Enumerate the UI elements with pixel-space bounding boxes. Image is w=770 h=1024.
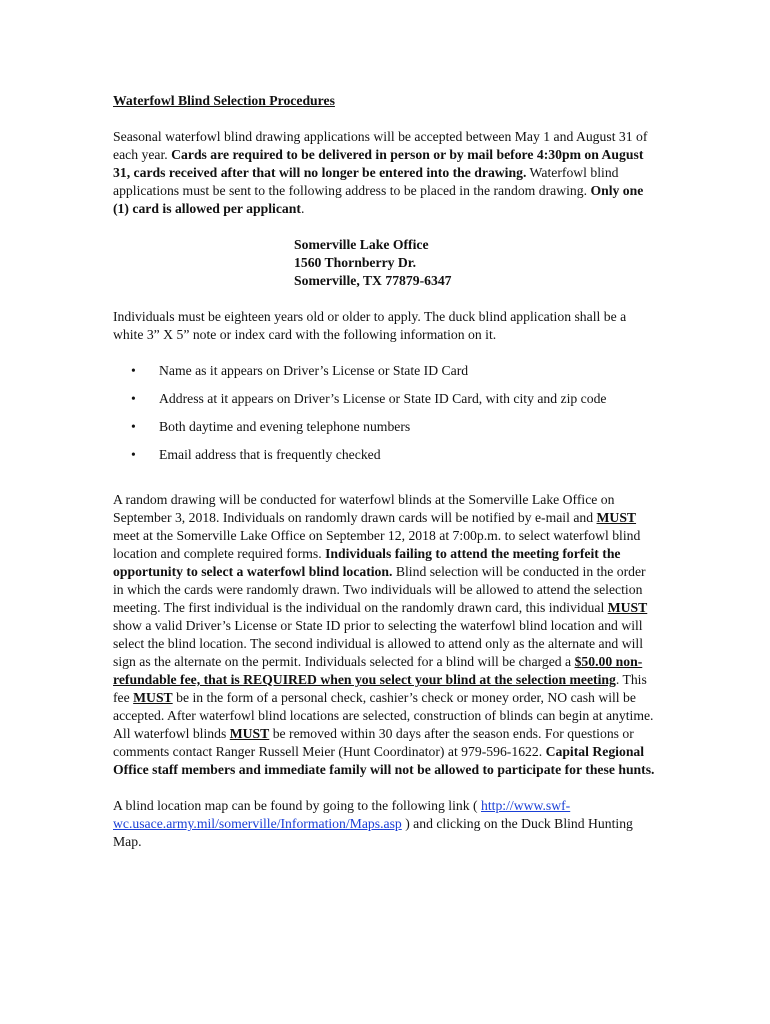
address-line: 1560 Thornberry Dr. <box>294 255 417 270</box>
requirements-list <box>113 362 658 464</box>
map-text: A blind location map can be found by going to the following link ( <box>113 798 481 813</box>
address-line: Somerville Lake Office <box>294 237 429 252</box>
drawing-text: A random drawing will be conducted for waterfowl blinds at the Somerville Lake Office on September 3, 2018. Individuals on randomly drawn cards will be notified by e-mail and <box>113 492 615 525</box>
must-emphasis: MUST <box>596 510 637 525</box>
must-emphasis: MUST <box>229 726 270 741</box>
intro-text: Waterfowl blind applications must be sent to the following address to be placed in the random drawing. <box>113 165 619 198</box>
bullet-icon: • <box>131 419 136 434</box>
list-item-text: Address at it appears on Driver’s License or State ID Card, with city and zip code <box>159 391 607 406</box>
eligibility-paragraph: Individuals must be eighteen years old or older to apply. The duck blind application shall be a white 3” X 5” note or index card with the following information on it. <box>113 309 627 342</box>
maps-link[interactable]: http://www.swf-wc.usace.army.mil/somerville/Information/Maps.asp <box>113 798 571 831</box>
drawing-paragraph <box>113 491 658 779</box>
document-title: Waterfowl Blind Selection Procedures <box>113 93 335 108</box>
list-item-text: Email address that is frequently checked <box>159 447 381 462</box>
must-emphasis: MUST <box>607 600 648 615</box>
document-page <box>113 92 658 869</box>
must-emphasis: MUST <box>133 690 173 705</box>
drawing-text: be in the form of a personal check, cashier’s check or money order, NO cash will be accepted. After waterfowl blind locations are selected, construction of blinds can begin at anytime. All waterfowl blinds <box>113 690 654 741</box>
map-paragraph <box>113 797 658 851</box>
drawing-text: Blind selection will be conducted in the order in which the cards were randomly drawn. Two individuals will be allowed to attend the selection meeting. The first individual is the individual on the randomly drawn card, this individual <box>113 564 646 615</box>
bullet-icon: • <box>131 391 136 406</box>
forfeit-notice: Individuals failing to attend the meeting forfeit the opportunity to select a waterfowl blind location. <box>113 546 621 579</box>
address-line: Somerville, TX 77879-6347 <box>294 273 452 288</box>
fee-notice: $50.00 non-refundable fee, that is REQUIRED when you select your blind at the selection meeting <box>113 654 643 687</box>
drawing-text: meet at the Somerville Lake Office on September 12, 2018 at 7:00p.m. to select waterfowl blind location and complete required forms. <box>113 528 641 561</box>
mailing-address <box>294 236 658 290</box>
bullet-icon: • <box>131 447 136 462</box>
list-item <box>113 418 658 436</box>
list-item-text: Both daytime and evening telephone numbers <box>159 419 411 434</box>
list-item <box>113 446 658 464</box>
drawing-text: be removed within 30 days after the season ends. For questions or comments contact Ranger Russell Meier (Hunt Coordinator) at 979-596-1622. <box>113 726 634 759</box>
bullet-icon: • <box>131 363 136 378</box>
map-text: ) and clicking on the Duck Blind Hunting Map. <box>113 816 633 849</box>
drawing-text: . This fee <box>113 672 647 705</box>
intro-paragraph <box>113 128 658 218</box>
intro-text: Seasonal waterfowl blind drawing applications will be accepted between May 1 and August 31 of each year. <box>113 129 648 162</box>
staff-exclusion-notice: Capital Regional Office staff members and immediate family will not be allowed to participate for these hunts. <box>113 744 655 777</box>
list-item-text: Name as it appears on Driver’s License or State ID Card <box>159 363 469 378</box>
intro-text: . <box>300 201 305 216</box>
drawing-text: show a valid Driver’s License or State ID prior to selecting the waterfowl blind location and will select the blind location. The second individual is allowed to attend only as the alternate and will sign as the alternate on the permit. Individuals selected for a blind will be charged a <box>113 618 643 669</box>
list-item <box>113 362 658 380</box>
one-card-rule: Only one (1) card is allowed per applicant <box>113 183 644 216</box>
delivery-deadline-notice: Cards are required to be delivered in person or by mail before 4:30pm on August 31, cards received after that will no longer be entered into the drawing. <box>113 147 644 180</box>
list-item <box>113 390 658 408</box>
